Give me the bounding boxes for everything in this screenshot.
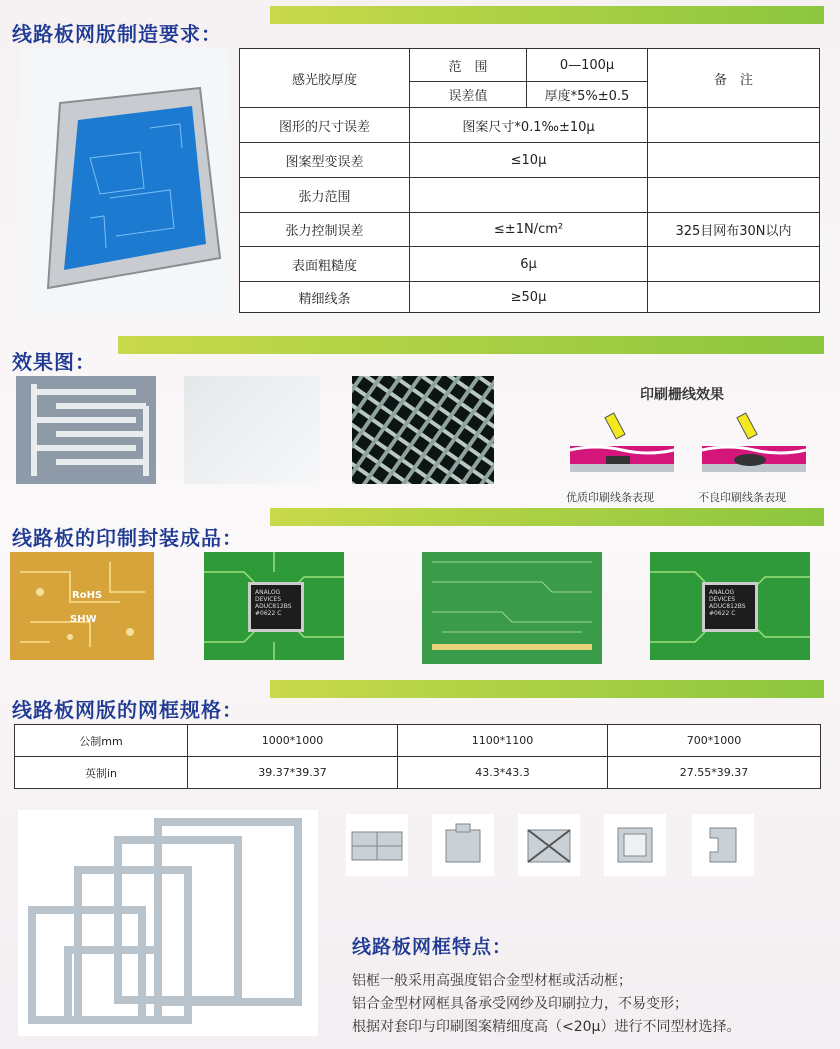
spec-row-label: 表面粗糙度: [240, 247, 410, 282]
profile-channel-photo: [692, 814, 754, 876]
frame-cell: 700*1000: [608, 725, 821, 757]
profile-square-photo: [604, 814, 666, 876]
pcb-shw-mark: SHW: [70, 614, 97, 625]
spec-row-value: ≥50μ: [410, 282, 648, 313]
green-pcb-chip-photo: [204, 552, 344, 660]
section-title-frame-features: 线路板网框特点：: [352, 936, 513, 958]
frame-cell: 1000*1000: [188, 725, 398, 757]
good-print-diagram: [566, 410, 678, 480]
section-bar-effects: [118, 336, 824, 354]
feature-line: 铝合金型材网框具备承受网纱及印刷拉力，不易变形；: [352, 996, 688, 1012]
mesh-photo: [352, 376, 494, 484]
spec-row-note: [648, 282, 820, 313]
green-pcb-board-photo: [422, 552, 602, 664]
gold-pcb-photo: [10, 552, 154, 660]
spec-row-value: ≤10μ: [410, 143, 648, 178]
spec-row-note: 325目网布30N以内: [648, 213, 820, 247]
frame-row-label: 英制in: [15, 757, 188, 789]
spec-row-label: 精细线条: [240, 282, 410, 313]
spec-range-label: 范 围: [410, 49, 527, 82]
plain-screen-photo: [184, 376, 320, 484]
spec-row-note: [648, 108, 820, 143]
spec-label-photo-sensitive: 感光胶厚度: [240, 49, 410, 108]
spec-row-value: ≤±1N/cm²: [410, 213, 648, 247]
spec-table: [239, 48, 820, 313]
section-bar-products: [270, 508, 824, 526]
spec-row-note: [648, 178, 820, 213]
profile-four-cell-photo: [346, 814, 408, 876]
feature-line: 根据对套印与印刷图案精细度高（<20μ）进行不同型材选择。: [352, 1019, 741, 1035]
section-title-frame-spec: 线路板网版的网框规格：: [12, 698, 243, 722]
frame-cell: 1100*1100: [398, 725, 608, 757]
bad-print-caption: 不良印刷线条表现: [698, 491, 786, 504]
spec-row-value: 6μ: [410, 247, 648, 282]
grid-line-diagram-title: 印刷栅线效果: [640, 387, 724, 403]
spec-range-value: 0—100μ: [527, 49, 648, 82]
section-title-effects: 效果图：: [12, 350, 96, 374]
section-title-products: 线路板的印制封装成品：: [12, 526, 243, 550]
comb-pattern-photo: [16, 376, 156, 484]
spec-tolerance-label: 误差值: [410, 82, 527, 108]
spec-row-value: [410, 178, 648, 213]
spec-row-note: [648, 143, 820, 178]
spec-row-value: 图案尺寸*0.1‰±10μ: [410, 108, 648, 143]
pcb-chip: ANALOG DEVICES ADUC812BS #0622 C: [702, 582, 758, 632]
spec-row-label: 图形的尺寸误差: [240, 108, 410, 143]
aluminum-frames-photo: [18, 810, 318, 1036]
frame-spec-table: [14, 724, 821, 789]
screen-frame-photo: [20, 48, 229, 313]
frame-cell: 39.37*39.37: [188, 757, 398, 789]
section-title-requirements: 线路板网版制造要求：: [12, 22, 222, 46]
spec-row-label: 图案型变误差: [240, 143, 410, 178]
bad-print-diagram: [698, 410, 810, 480]
green-pcb-chip-photo-2: [650, 552, 810, 660]
profile-cross-brace-photo: [518, 814, 580, 876]
feature-line: 铝框一般采用高强度铝合金型材框或活动框；: [352, 973, 632, 989]
pcb-rohs-mark: RoHS: [72, 590, 103, 601]
spec-remarks-header: 备 注: [648, 49, 820, 108]
spec-row-label: 张力范围: [240, 178, 410, 213]
frame-cell: 43.3*43.3: [398, 757, 608, 789]
frame-row-label: 公制mm: [15, 725, 188, 757]
spec-row-note: [648, 247, 820, 282]
section-bar-requirements: [270, 6, 824, 24]
spec-tolerance-value: 厚度*5%±0.5: [527, 82, 648, 108]
profile-t-slot-photo: [432, 814, 494, 876]
section-bar-frame-spec: [270, 680, 824, 698]
pcb-chip: ANALOG DEVICES ADUC812BS #0622 C: [248, 582, 304, 632]
spec-row-label: 张力控制误差: [240, 213, 410, 247]
frame-cell: 27.55*39.37: [608, 757, 821, 789]
good-print-caption: 优质印刷线条表现: [566, 491, 654, 504]
